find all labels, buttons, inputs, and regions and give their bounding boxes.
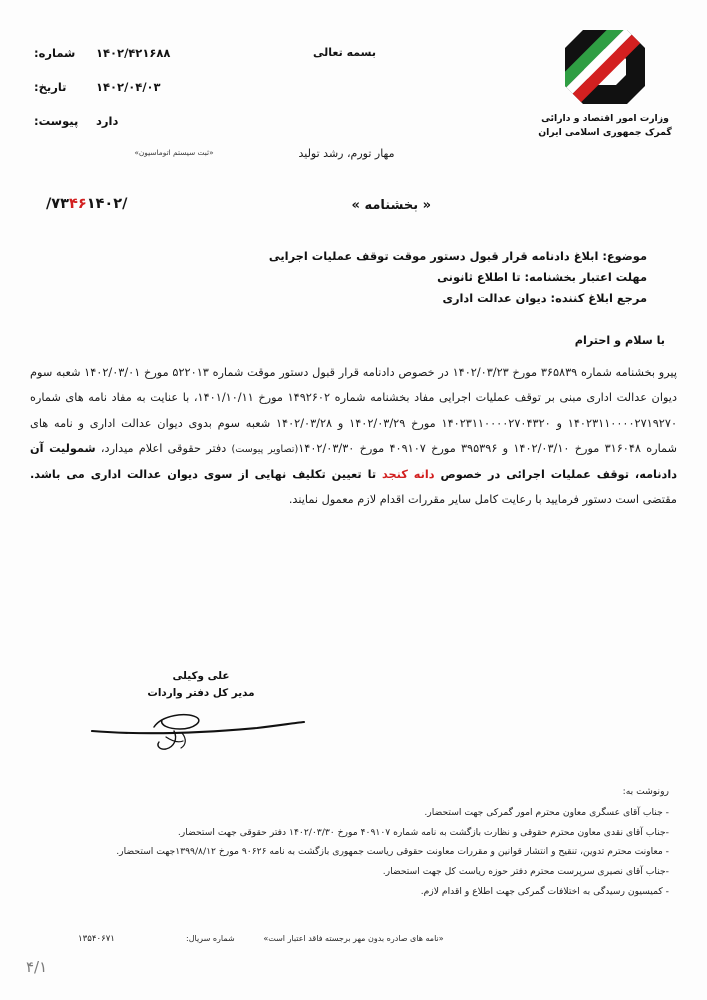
date-value: ۱۴۰۲/۰۴/۰۳ [96,80,161,94]
circular-title: « بخشنامه » [351,198,431,213]
body-segment-6: مقتضی است دستور فرمایید با رعایت کامل سایر مقررات اقدام لازم معمول نمایند. [288,493,677,507]
body-segment-4: دانه کنجد [382,467,435,481]
number-value: ۱۴۰۲/۴۲۱۶۸۸ [96,46,171,60]
cc-item: -جناب آقای نقدی معاون محترم حقوقی و نظارت بازگشت به نامه شماره ۴۰۹۱۰۷ مورخ ۱۴۰۲/۰۳/۳۰ دفتر حقوقی جهت استحضار. [177,826,669,838]
body-segment-3: شمولیت آن دادنامه، توقف عملیات اجرائی در خصوص [30,442,678,481]
body-segment-5: تا تعیین تکلیف نهایی از سوی دیوان عدالت اداری می باشد. [30,467,383,481]
meta-row-attachment [34,114,284,128]
body-segment-0: پیرو بخشنامه شماره ۳۶۵۸۳۹ مورخ ۱۴۰۲/۰۳/۲۳ در خصوص دادنامه قرار قبول دستور موقت شماره ۵۲۲۰۱۳ مورخ ۱۴۰۲/۰۳/۰۱ شعبه سوم دیوان عدالت اداری مبنی بر توقف عملیات اجرایی مفاد بخشنامه شماره ۱۴۹۲۶۰۲ مورخ ۱۴۰۱/۱۰/۱۱، با عنایت به مفاد نامه های شماره ۱۴۰۲۳۱۱۰۰۰۰۲۷۱۹۲۷۰ و ۱۴۰۲۳۱۱۰۰۰۰۲۷۰۴۳۲۰ مورخ ۱۴۰۲/۰۳/۲۹ و ۱۴۰۲/۰۳/۲۸ شعبه سوم بدوی دیوان عدالت اداری و نامه های شماره ۳۱۶۰۴۸ مورخ ۱۴۰۲/۰۳/۱۰ و ۳۹۵۳۹۶ مورخ ۴۰۹۱۰۷ مورخ ۱۴۰۲/۰۳/۳۰ [30,366,678,456]
subject-line-authority: مرجع ابلاغ کننده: دیوان عدالت اداری [442,291,647,306]
cc-item: -جناب آقای نصیری سرپرست محترم دفتر حوزه ریاست کل جهت استحضار. [382,866,669,878]
greeting: با سلام و احترام [574,334,665,347]
number-label: شماره: [34,46,76,60]
iran-customs-logo-icon [563,28,647,106]
page-marker: ۴/۱ [26,958,48,976]
body-segment-2: دفتر حقوقی اعلام میدارد، [95,442,232,456]
circular-number-highlight: ۴۶ [69,196,87,212]
serial-value: ۱۳۵۴۰۶۷۱ [78,934,115,944]
handwritten-signature-icon [96,703,306,755]
meta-row-date [34,80,284,94]
organization-name-line2: گمرک جمهوری اسلامی ایران [538,127,672,139]
body-segment-1: (تصاویر پیوست) [231,444,299,456]
carbon-copy-block [38,782,669,902]
document-header [0,22,707,172]
meta-row-number [34,46,284,60]
circular-number-suffix: /۷۳ [46,196,69,212]
subject-block [42,246,665,309]
organization-identity [525,28,685,141]
footer-notice: «نامه های صادره بدون مهر برجسته فاقد اعتبار است» [263,934,444,943]
attachment-value: دارد [96,114,119,128]
subject-line-validity: مهلت اعتبار بخشنامه: تا اطلاع ثانونی [437,270,647,285]
automation-registration-note: «ثبت سیستم اتوماسیون» [134,148,214,157]
signatory-name: علی وکیلی [172,670,230,682]
serial-label: شماره سریال: [186,934,235,943]
circular-title-row [0,196,707,226]
cc-item: - جناب آقای عسگری معاون محترم امور گمرکی جهت استحضار. [424,806,669,818]
cc-title: رونوشت به: [622,786,669,797]
document-meta [34,46,284,157]
signatory-role: مدیر کل دفتر واردات [147,686,255,699]
cc-item: - کمیسیون رسیدگی به اختلافات گمرکی جهت اطلاع و اقدام لازم. [420,885,669,897]
document-footer [0,934,707,978]
circular-number-prefix: ۱۴۰۲/ [86,196,128,212]
subject-line-topic: موضوع: ابلاغ دادنامه قرار قبول دستور موقت توقف عملیات اجرایی [268,249,647,263]
circular-number [46,196,127,212]
attachment-label: پیوست: [34,114,79,128]
date-label: تاریخ: [34,80,67,94]
year-slogan-text: مهار تورم، رشد تولید [298,147,395,160]
organization-name-line1: وزارت امور اقتصاد و دارائی [541,113,669,124]
basmala-text: بسمه تعالی [313,46,376,59]
signature-block [96,668,306,755]
body-paragraph [30,360,677,512]
cc-item: - معاونت محترم تدوین، تنقیح و انتشار قوانین و مقررات معاونت حقوقی ریاست جمهوری بازگشت به نامه ۹۰۶۲۶ مورخ ۱۳۹۹/۸/۱۲جهت استحضار. [116,846,669,858]
